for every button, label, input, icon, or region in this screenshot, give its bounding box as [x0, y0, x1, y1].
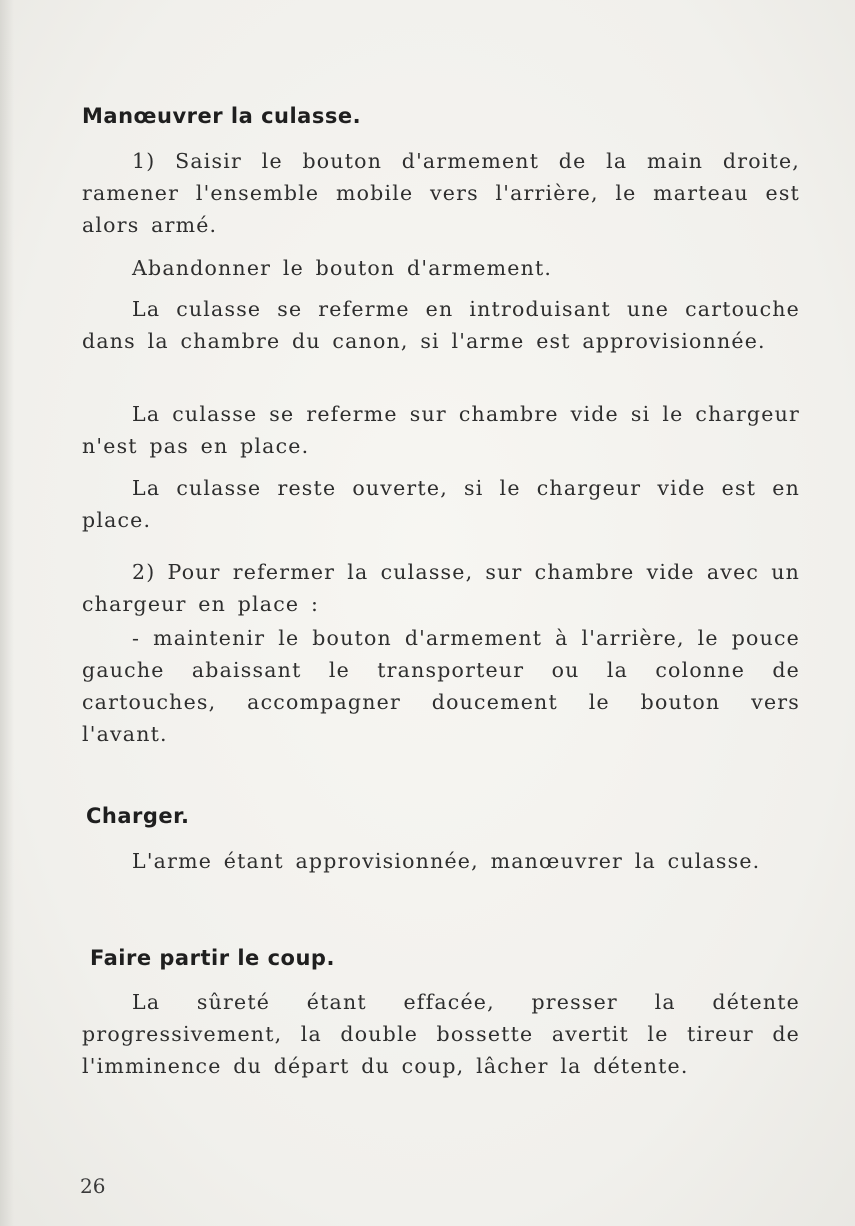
paragraph-text: La sûreté étant effacée, presser la détente progressivement, la double bossette avertit le tireur de l'imminence du départ du coup, lâcher la détente. [82, 990, 800, 1078]
paragraph-text: La culasse se referme en introduisant une cartouche dans la chambre du canon, si l'arme est approvisionnée. [82, 297, 800, 353]
paragraph [82, 845, 800, 877]
paragraph [82, 472, 800, 536]
paragraph-text: La culasse reste ouverte, si le chargeur vide est en place. [82, 476, 800, 532]
paragraph [82, 145, 800, 241]
paragraph [82, 556, 800, 620]
paragraph [82, 622, 800, 750]
paragraph-text: 2) Pour refermer la culasse, sur chambre vide avec un chargeur en place : [82, 560, 800, 616]
paragraph-text: La culasse se referme sur chambre vide si le chargeur n'est pas en place. [82, 402, 800, 458]
paragraph-text: 1) Saisir le bouton d'armement de la main droite, ramener l'ensemble mobile vers l'arrière, le marteau est alors armé. [82, 149, 800, 237]
section-heading-faire-partir: Faire partir le coup. [90, 946, 335, 970]
paragraph [82, 293, 800, 357]
section-heading-charger: Charger. [86, 804, 190, 828]
paragraph-text: L'arme étant approvisionnée, manœuvrer la culasse. [132, 849, 761, 873]
paragraph [82, 252, 800, 284]
paragraph [82, 398, 800, 462]
paragraph-text: - maintenir le bouton d'armement à l'arrière, le pouce gauche abaissant le transporteur ou la colonne de cartouches, accompagner doucement le bouton vers l'avant. [82, 626, 800, 746]
page-edge-shadow [0, 0, 14, 1226]
paragraph [82, 986, 800, 1082]
section-heading-manoeuvrer: Manœuvrer la culasse. [82, 104, 362, 128]
paragraph-text: Abandonner le bouton d'armement. [132, 256, 553, 280]
page-number: 26 [80, 1174, 106, 1198]
